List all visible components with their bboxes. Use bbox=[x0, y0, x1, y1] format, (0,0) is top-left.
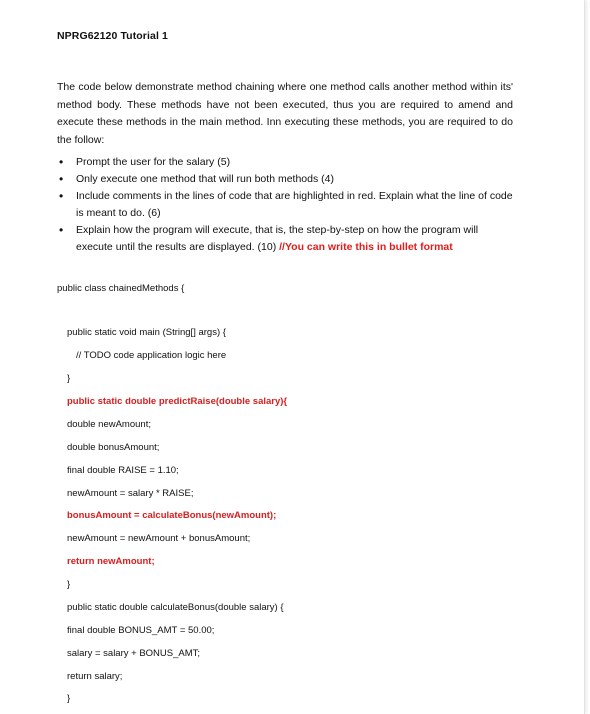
code-line-bonus-const: final double BONUS_AMT = 50.00; bbox=[67, 625, 215, 636]
task-text: Include comments in the lines of code that are highlighted in red. Explain what the line of code is meant to do. (6) bbox=[76, 190, 513, 219]
code-line-todo-comment: // TODO code application logic here bbox=[76, 350, 227, 361]
code-line-raise-const: final double RAISE = 1.10; bbox=[67, 465, 179, 476]
task-text: Prompt the user for the salary (5) bbox=[76, 156, 231, 168]
code-line-class-decl: public class chainedMethods { bbox=[57, 283, 185, 294]
task-item-salary-prompt bbox=[57, 154, 513, 171]
code-line-newamount-decl: double newAmount; bbox=[67, 419, 151, 430]
code-line-salary-calc: salary = salary + BONUS_AMT; bbox=[67, 648, 201, 659]
code-line-bonus-close: } bbox=[67, 693, 71, 704]
code-line-main-decl: public static void main (String[] args) { bbox=[67, 327, 226, 338]
task-item-comments bbox=[57, 188, 513, 222]
code-line-bonusamount-decl: double bonusAmount; bbox=[67, 442, 160, 453]
code-line-return-salary: return salary; bbox=[67, 671, 123, 682]
task-text: Only execute one method that will run both methods (4) bbox=[76, 173, 334, 185]
code-line-newamount-calc: newAmount = salary * RAISE; bbox=[67, 488, 194, 499]
code-line-bonus-decl: public static double calculateBonus(double salary) { bbox=[67, 602, 284, 613]
task-note-red: //You can write this in bullet format bbox=[279, 241, 453, 253]
task-item-single-method bbox=[57, 171, 513, 188]
task-text: Explain how the program will execute, that is, the step-by-step on how the program will execute until the results are displayed. (10) bbox=[76, 224, 479, 253]
task-item-explain-execution bbox=[57, 222, 513, 256]
code-line-predict-decl: public static double predictRaise(double salary){ bbox=[67, 396, 288, 407]
code-line-return-newamount: return newAmount; bbox=[67, 556, 155, 567]
intro-paragraph: The code below demonstrate method chaining where one method calls another method within its' method body. These methods have not been executed, thus you are required to amend and execute these methods in the main method. Inn executing these methods, you are required to do the follow: bbox=[57, 81, 513, 146]
code-line-predict-close: } bbox=[67, 579, 71, 590]
task-list bbox=[57, 154, 513, 256]
code-line-main-close: } bbox=[67, 373, 71, 384]
code-line-newamount-sum: newAmount = newAmount + bonusAmount; bbox=[67, 533, 251, 544]
code-line-bonus-call: bonusAmount = calculateBonus(newAmount); bbox=[67, 510, 277, 521]
page-title: NPRG62120 Tutorial 1 bbox=[57, 30, 168, 42]
